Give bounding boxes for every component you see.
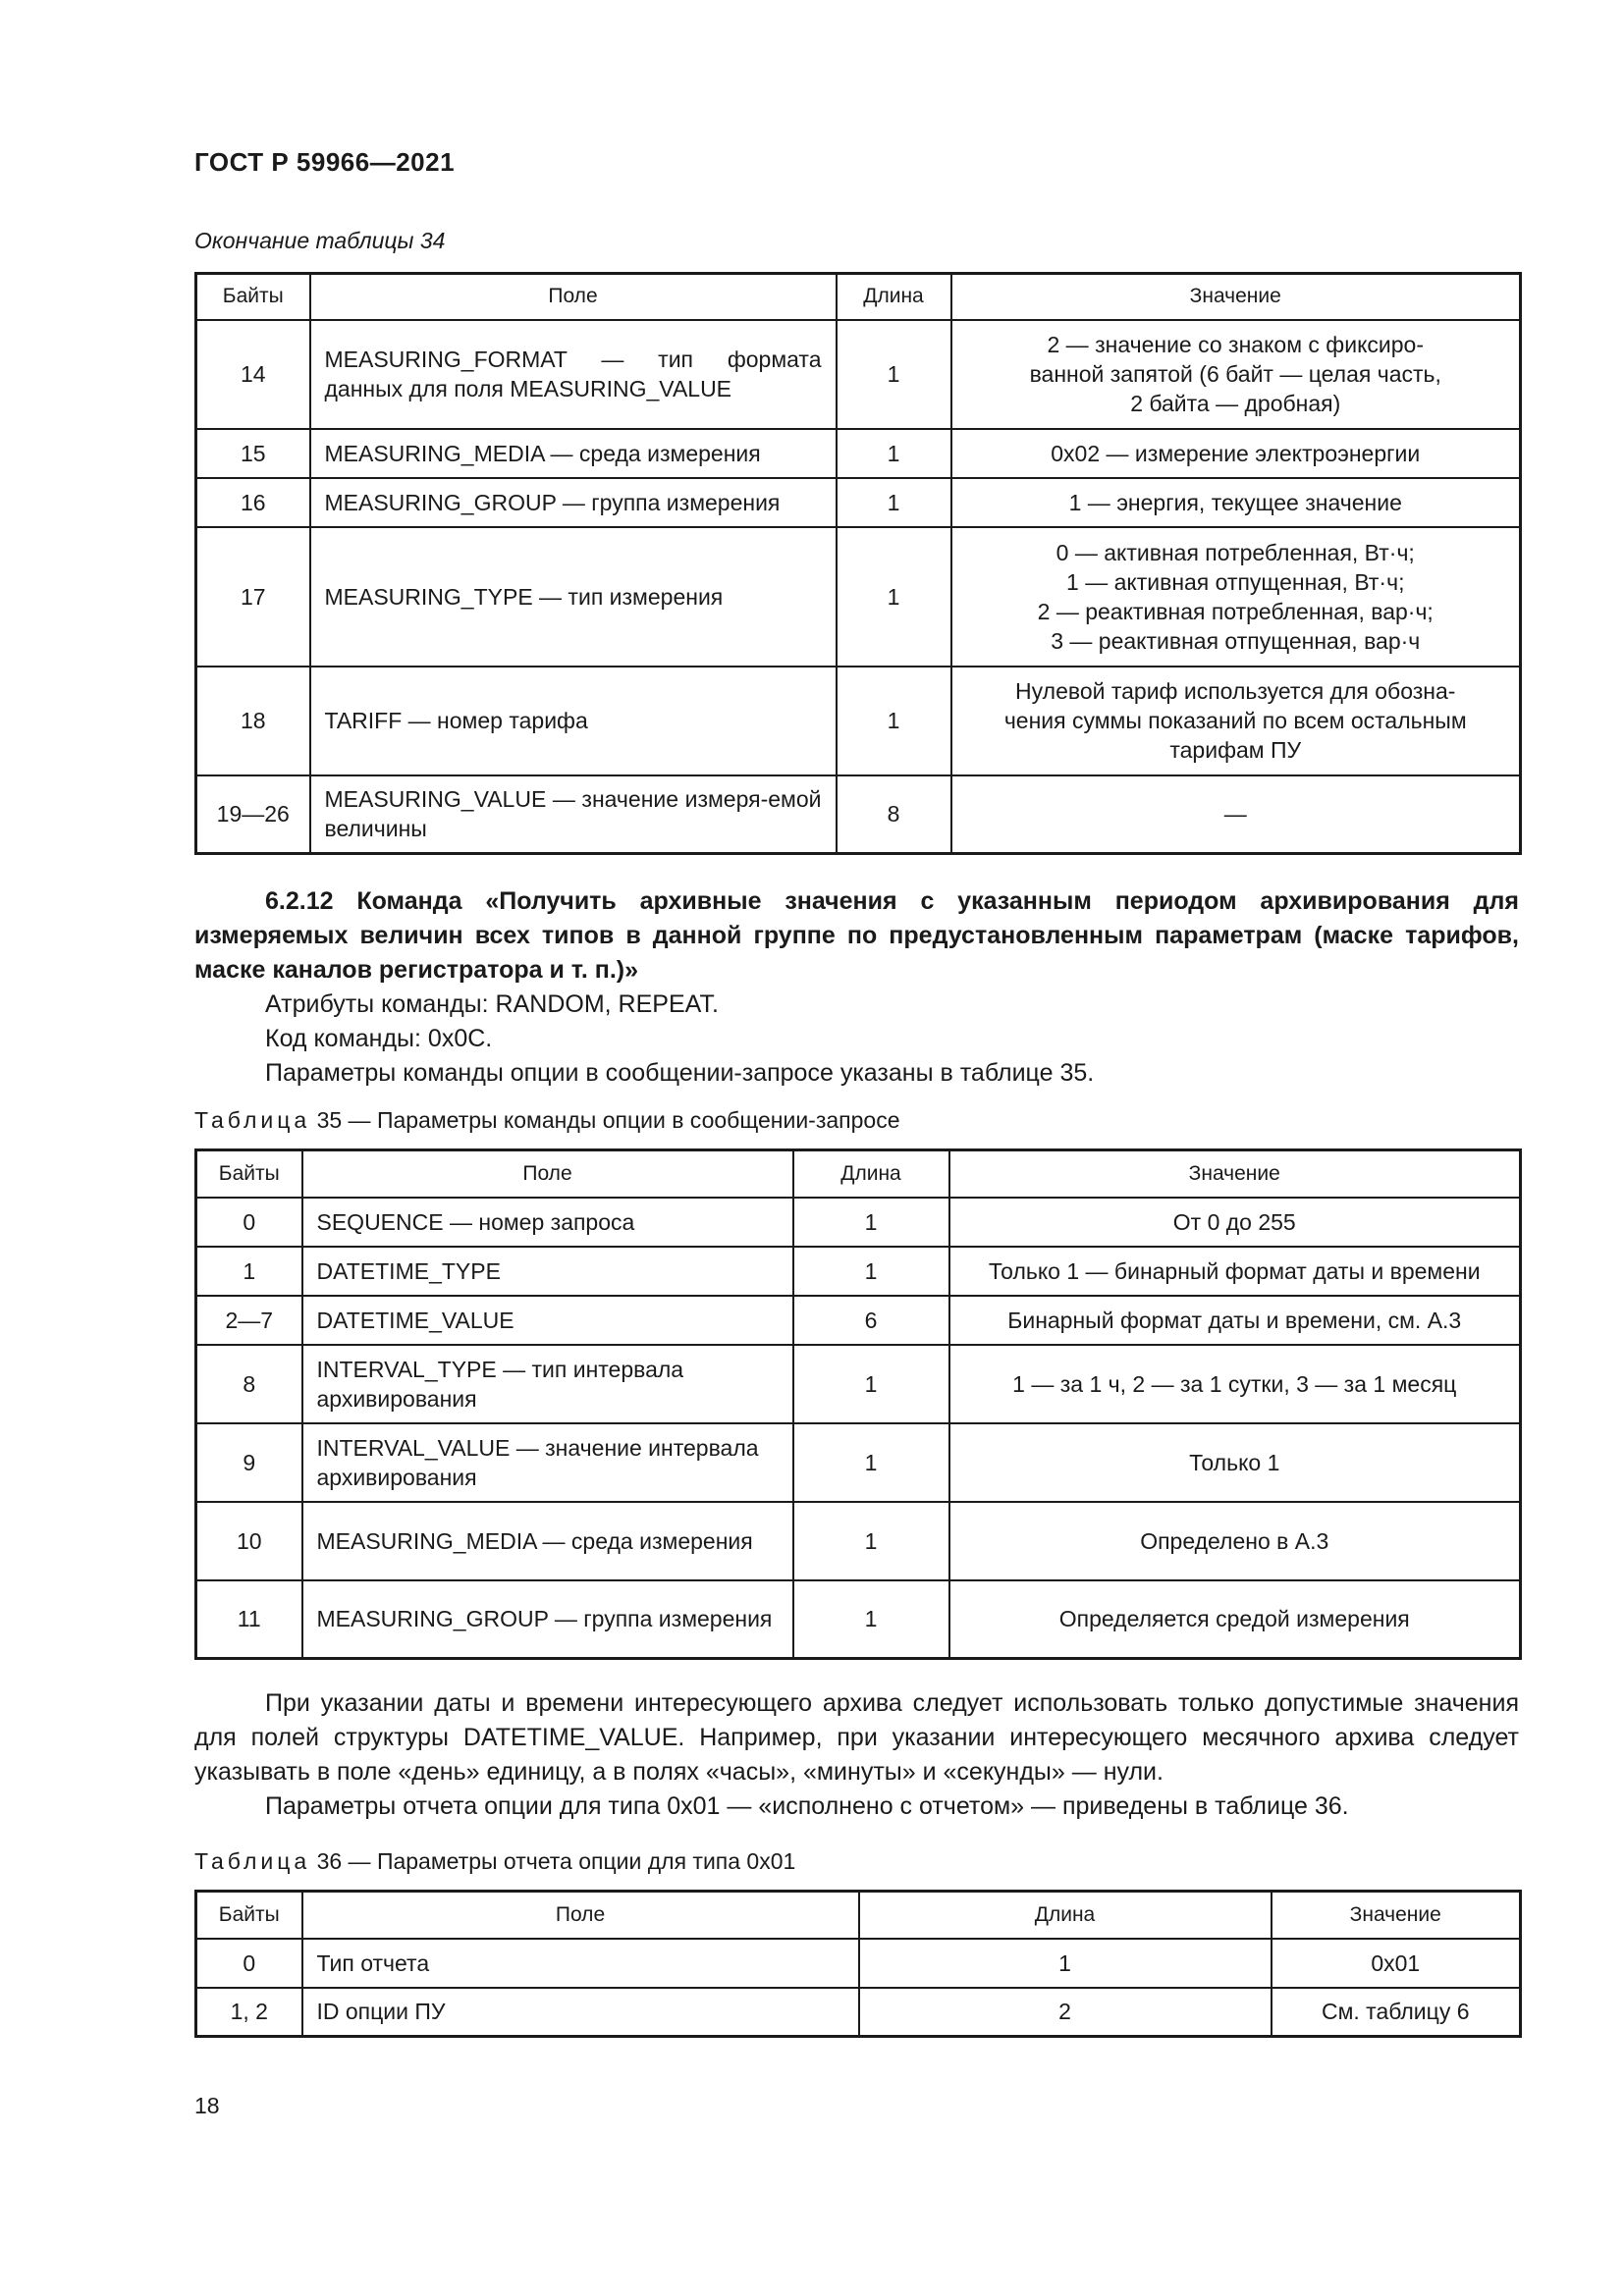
- table-row: [196, 1247, 1521, 1296]
- table-row: [196, 1345, 1521, 1423]
- cell-value: 0x02 — измерение электроэнергии: [951, 429, 1521, 478]
- table-35-caption: [194, 1107, 900, 1134]
- cell-field: MEASURING_GROUP — группа измерения: [302, 1580, 793, 1659]
- cell-value: [951, 667, 1521, 775]
- page-header: ГОСТ Р 59966—2021: [194, 147, 456, 177]
- cell-length: 6: [793, 1296, 949, 1345]
- cell-value: См. таблицу 6: [1272, 1988, 1521, 2037]
- cell-field: MEASURING_VALUE — значение измеря-емой величины: [310, 775, 837, 854]
- cell-length: 1: [837, 478, 951, 527]
- cell-bytes: 14: [196, 320, 310, 429]
- cell-bytes: 1: [196, 1247, 302, 1296]
- cell-field: MEASURING_FORMAT — тип формата данных для поля MEASURING_VALUE: [310, 320, 837, 429]
- value-line: 2 — значение со знаком с фиксиро-: [1047, 332, 1424, 357]
- cell-bytes: 2—7: [196, 1296, 302, 1345]
- value-line: 2 байта — дробная): [1130, 391, 1341, 416]
- table-row: [196, 1939, 1521, 1988]
- cell-field: SEQUENCE — номер запроса: [302, 1198, 793, 1247]
- cell-field: MEASURING_TYPE — тип измерения: [310, 527, 837, 667]
- table-35: [194, 1148, 1522, 1660]
- section-6-2-12: [194, 884, 1519, 1091]
- page-number: 18: [194, 2093, 220, 2118]
- table-row: [196, 478, 1521, 527]
- cell-length: 1: [793, 1423, 949, 1502]
- cell-bytes: 0: [196, 1939, 302, 1988]
- column-header-value: Значение: [1272, 1892, 1521, 1939]
- column-header-bytes: Байты: [196, 274, 310, 320]
- column-header-bytes: Байты: [196, 1150, 302, 1198]
- value-line: тарифам ПУ: [1169, 737, 1302, 763]
- cell-length: 1: [837, 320, 951, 429]
- command-code: Код команды: 0x0C.: [265, 1025, 493, 1052]
- cell-bytes: 16: [196, 478, 310, 527]
- cell-field: Тип отчета: [302, 1939, 859, 1988]
- cell-field: MEASURING_MEDIA — среда измерения: [310, 429, 837, 478]
- cell-value: Определяется средой измерения: [949, 1580, 1521, 1659]
- command-attributes: Атрибуты команды: RANDOM, REPEAT.: [265, 990, 719, 1018]
- table-row: [196, 320, 1521, 429]
- cell-length: 1: [793, 1345, 949, 1423]
- column-header-value: Значение: [951, 274, 1521, 320]
- cell-field: TARIFF — номер тарифа: [310, 667, 837, 775]
- cell-value: 0x01: [1272, 1939, 1521, 1988]
- cell-value: 1 — энергия, текущее значение: [951, 478, 1521, 527]
- cell-bytes: 8: [196, 1345, 302, 1423]
- column-header-length: Длина: [859, 1892, 1272, 1939]
- cell-bytes: 1, 2: [196, 1988, 302, 2037]
- table-label: Таблица: [194, 1107, 311, 1133]
- column-header-length: Длина: [837, 274, 951, 320]
- paragraph: При указании даты и времени интересующего архива следует использовать только допустимые значения для полей структуры DATETIME_VALUE. Например, при указании интересующего месячного архива следует указывать в поле «день» единицу, а в полях «часы», «минуты» и «секунды» — нули.: [194, 1689, 1519, 1786]
- cell-field: DATETIME_VALUE: [302, 1296, 793, 1345]
- cell-length: 1: [793, 1198, 949, 1247]
- column-header-field: Поле: [302, 1892, 859, 1939]
- table-row: [196, 429, 1521, 478]
- section-heading: 6.2.12 Команда «Получить архивные значения с указанным периодом архивирования для измеряемых величин всех типов в данной группе по предустановленным параметрам (маске тарифов, маске каналов регистратора и т. п.)»: [194, 887, 1519, 984]
- table-label: Таблица: [194, 1848, 311, 1874]
- cell-length: 1: [837, 527, 951, 667]
- params-reference: Параметры команды опции в сообщении-запросе указаны в таблице 35.: [265, 1059, 1095, 1087]
- cell-value: От 0 до 255: [949, 1198, 1521, 1247]
- cell-field: MEASURING_GROUP — группа измерения: [310, 478, 837, 527]
- cell-length: 1: [837, 429, 951, 478]
- cell-value: 1 — за 1 ч, 2 — за 1 сутки, 3 — за 1 месяц: [949, 1345, 1521, 1423]
- table-row: [196, 1988, 1521, 2037]
- table-row: [196, 1580, 1521, 1659]
- table-row: [196, 1198, 1521, 1247]
- table-34: [194, 272, 1522, 855]
- cell-field: INTERVAL_TYPE — тип интервала архивирования: [302, 1345, 793, 1423]
- table-row: [196, 1296, 1521, 1345]
- cell-bytes: 0: [196, 1198, 302, 1247]
- column-header-value: Значение: [949, 1150, 1521, 1198]
- value-line: Нулевой тариф используется для обозна-: [1015, 678, 1456, 704]
- table-title: 35 — Параметры команды опции в сообщении-запросе: [316, 1107, 900, 1133]
- value-line: ванной запятой (6 байт — целая часть,: [1029, 361, 1441, 387]
- cell-bytes: 15: [196, 429, 310, 478]
- table-36: [194, 1890, 1522, 2038]
- cell-field: DATETIME_TYPE: [302, 1247, 793, 1296]
- table-row: [196, 1423, 1521, 1502]
- cell-field: MEASURING_MEDIA — среда измерения: [302, 1502, 793, 1580]
- cell-value: [951, 320, 1521, 429]
- cell-length: 1: [793, 1580, 949, 1659]
- value-line: 3 — реактивная отпущенная, вар·ч: [1051, 627, 1421, 654]
- cell-bytes: 18: [196, 667, 310, 775]
- cell-value: Бинарный формат даты и времени, см. А.3: [949, 1296, 1521, 1345]
- cell-length: 1: [793, 1247, 949, 1296]
- cell-length: 1: [793, 1502, 949, 1580]
- cell-length: 1: [837, 667, 951, 775]
- cell-value: Только 1: [949, 1423, 1521, 1502]
- column-header-field: Поле: [310, 274, 837, 320]
- paragraph: Параметры отчета опции для типа 0x01 — «исполнено с отчетом» — приведены в таблице 36.: [265, 1792, 1349, 1820]
- cell-bytes: 9: [196, 1423, 302, 1502]
- cell-length: 1: [859, 1939, 1272, 1988]
- value-line: чения суммы показаний по всем остальным: [1003, 708, 1467, 733]
- table-36-caption: [194, 1848, 795, 1875]
- cell-bytes: 19—26: [196, 775, 310, 854]
- table-row: [196, 775, 1521, 854]
- table-row: [196, 667, 1521, 775]
- cell-bytes: 17: [196, 527, 310, 667]
- column-header-field: Поле: [302, 1150, 793, 1198]
- column-header-bytes: Байты: [196, 1892, 302, 1939]
- value-line: 1 — активная отпущенная, Вт·ч;: [1066, 568, 1405, 595]
- cell-value: —: [951, 775, 1521, 854]
- body-text: [194, 1686, 1519, 1824]
- table-title: 36 — Параметры отчета опции для типа 0x01: [316, 1848, 796, 1874]
- cell-field: ID опции ПУ: [302, 1988, 859, 2037]
- cell-value: Определено в А.3: [949, 1502, 1521, 1580]
- value-line: 0 — активная потребленная, Вт·ч;: [1056, 539, 1415, 565]
- table-34-caption: Окончание таблицы 34: [194, 228, 446, 253]
- table-row: [196, 527, 1521, 667]
- table-row: [196, 1502, 1521, 1580]
- cell-value: Только 1 — бинарный формат даты и времени: [949, 1247, 1521, 1296]
- cell-field: INTERVAL_VALUE — значение интервала архивирования: [302, 1423, 793, 1502]
- cell-value: [951, 527, 1521, 667]
- value-line: 2 — реактивная потребленная, вар·ч;: [1037, 598, 1434, 624]
- cell-bytes: 10: [196, 1502, 302, 1580]
- cell-length: 2: [859, 1988, 1272, 2037]
- cell-bytes: 11: [196, 1580, 302, 1659]
- column-header-length: Длина: [793, 1150, 949, 1198]
- cell-length: 8: [837, 775, 951, 854]
